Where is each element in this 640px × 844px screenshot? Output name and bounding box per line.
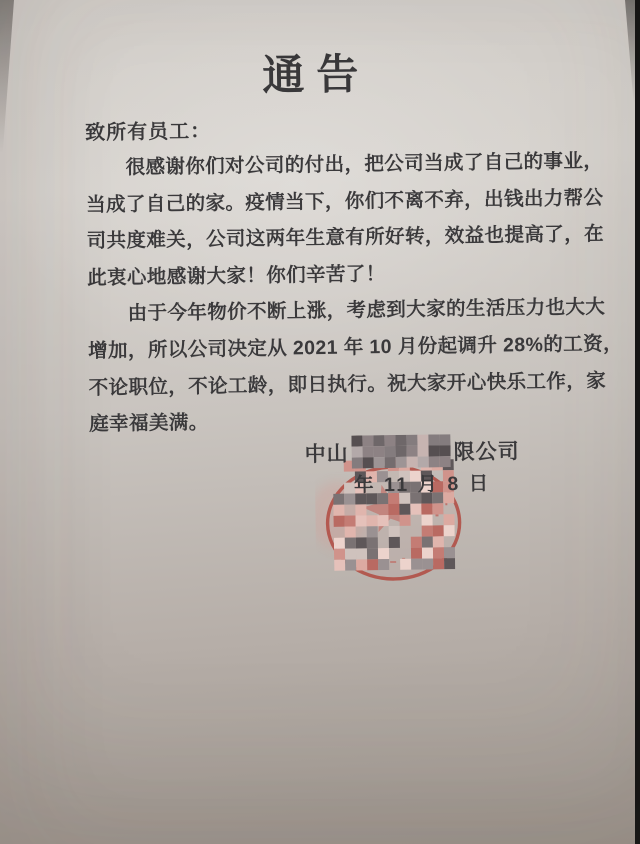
company-name-redaction bbox=[351, 434, 450, 468]
body-line: 由于今年物价不断上涨，考虑到大家的生活压力也大大 bbox=[127, 296, 606, 326]
body-line: 不论职位，不论工龄，即日执行。祝大家开心快乐工作，家 bbox=[88, 369, 607, 399]
body-line: 增加，所以公司决定从 2021 年 10 月份起调升 28%的工资， bbox=[88, 332, 624, 363]
body-line: 司共度难关，公司这两年生意有所好转，效益也提高了，在 bbox=[86, 223, 605, 253]
company-signature bbox=[304, 433, 519, 469]
body-line: 很感谢你们对公司的付出，把公司当成了自己的事业， bbox=[125, 150, 604, 179]
date-line: 年 11 月 8 日 bbox=[353, 472, 491, 497]
notice-title: 通告 bbox=[261, 50, 371, 99]
company-name-suffix: 限公司 bbox=[453, 439, 520, 464]
photo-edge-strip bbox=[635, 0, 640, 844]
body-line: 当成了自己的家。疫情当下，你们不离不弃，出钱出力帮公 bbox=[85, 186, 604, 216]
salutation: 致所有员工： bbox=[84, 120, 212, 145]
notice-body bbox=[85, 144, 624, 443]
company-name-prefix: 中山 bbox=[304, 442, 349, 466]
body-line: 庭幸福美满。 bbox=[89, 411, 209, 436]
body-line: 此衷心地感谢大家！你们辛苦了！ bbox=[86, 262, 386, 290]
